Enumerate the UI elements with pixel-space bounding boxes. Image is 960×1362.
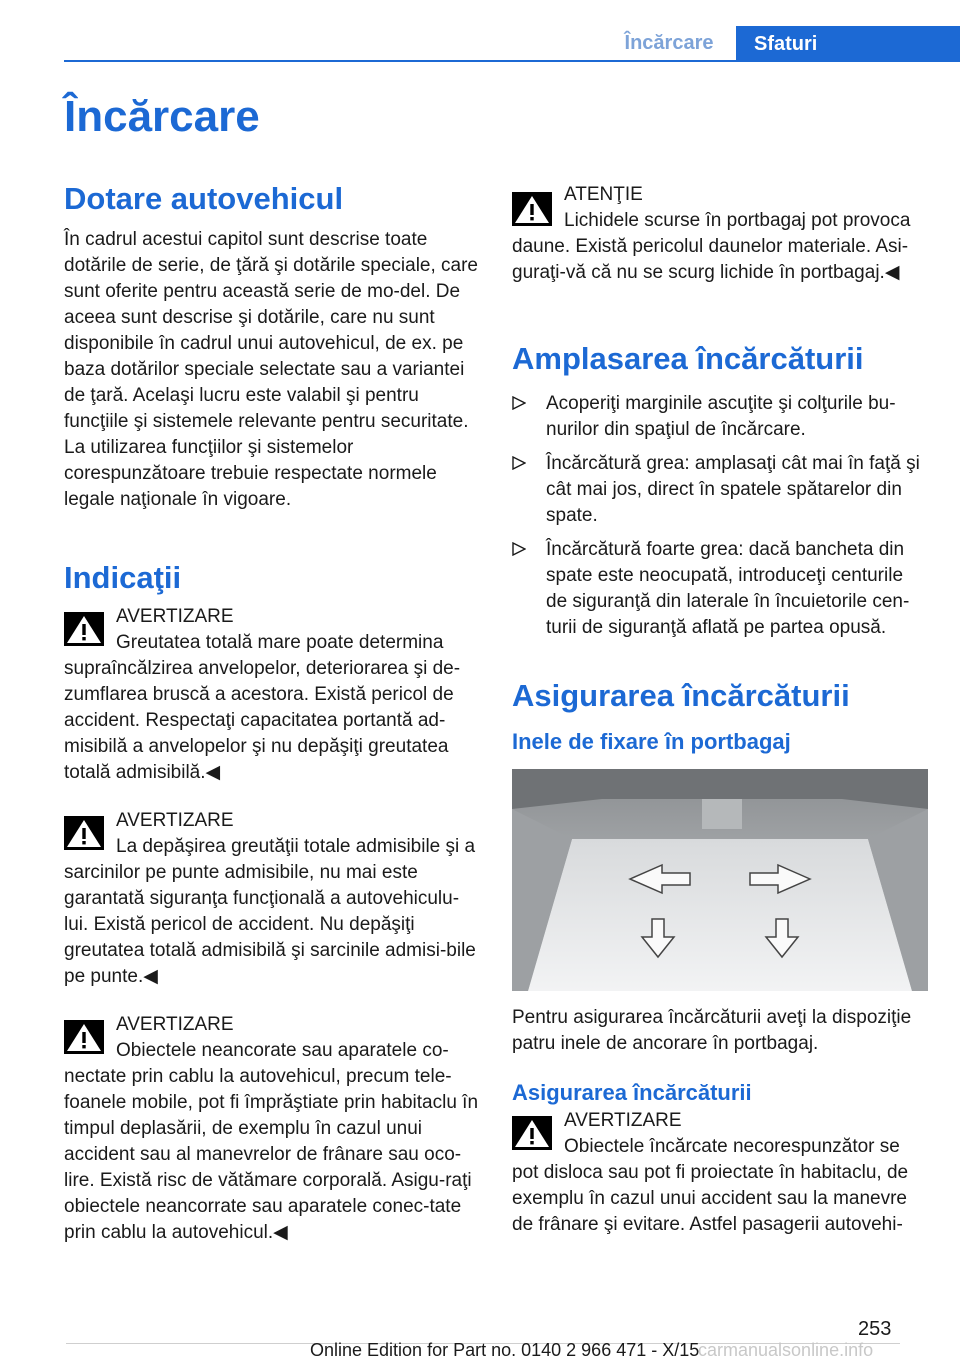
left-column [64,180,478,1246]
warning-triangle-icon [512,1116,552,1150]
warning-block [512,1108,926,1238]
section-heading-amplasarea: Amplasarea încărcăturii [512,341,864,376]
triangle-bullet-icon [512,542,526,556]
warning-block [64,1012,478,1246]
subheading-inele: Inele de fixare în portbagaj [512,729,791,755]
warning-text: Obiectele neancorate sau aparatele co‐nectate prin cablu la autovehicul, precum tele‐foanele mobile, pot fi împrăştiate prin habitaclu în timpul deplasării, de exemplu în cazul unui accident sau al manevrelor de frânare sau oco‐lire. Există risc de vătămare corporală. Asigu‐raţi obiectele neancorrate sau aparatele conec‐tate prin cablu la autovehicul.◀ [64,1040,479,1244]
page-title: Încărcare [64,92,260,141]
warning-block [64,808,478,990]
header-tab-sfaturi[interactable]: Sfaturi [736,26,960,62]
section-heading-indicatii: Indicaţii [64,560,182,596]
trunk-photo [512,769,928,991]
right-column [512,182,926,1238]
warning-title: AVERTIZARE [116,810,234,832]
list-item [512,537,926,641]
footer-edition: Online Edition for Part no. 0140 2 966 471 - X/15 [310,1340,700,1360]
warning-triangle-icon [512,192,552,226]
list-item-text: Încărcătură grea: amplasaţi cât mai în faţă şi cât mai jos, direct în spatele spătarelor din spate. [546,453,920,527]
list-item [512,451,926,529]
caution-block [512,182,926,286]
caution-title: ATENŢIE [564,184,643,205]
warning-triangle-icon [64,612,104,646]
rings-caption: Pentru asigurarea încărcăturii aveţi la dispoziţie patru inele de ancorare în portbagaj. [512,1006,912,1054]
warning-block [64,604,478,786]
header-chapter: Încărcare [624,32,714,54]
warning-triangle-icon [64,816,104,850]
dotare-text: În cadrul acestui capitol sunt descrise toate dotările de serie, de ţără şi dotările speciale, care sunt oferite pentru această serie de mo‐del. De aceea sunt descrise şi dotările, care nu sunt disponibile în cadrul unui autovehicul, de ex. pe baza dotărilor speciale selectate sau a variantei de ţară. Acelaşi lucru este valabil şi pentru funcţiile şi sistemele relevante pentru securitate. La utilizarea funcţiilor şi sistemelor corespunzătoare trebuie respectate normele legale naţionale în vigoare. [64,229,479,511]
section-heading-asigurarea: Asigurarea încărcăturii [512,678,850,714]
footer-watermark: carmanualsonline.info [698,1340,874,1360]
warning-triangle-icon [64,1020,104,1054]
list-item-text: Încărcătură foarte grea: dacă bancheta din spate este neocupată, introduceţi centurile de siguranţă din laterale în încuietorile cen‐turii de siguranţă aflată pe partea opusă. [546,539,910,639]
warning-text: Obiectele încărcate necorespunzător se pot disloca sau pot fi proiectate în habitaclu, de exemplu în cazul unui accident sau la manevre de frânare şi evitare. Astfel pasagerii autovehi‐ [512,1135,909,1235]
placement-list [512,391,926,641]
caution-text: Lichidele scurse în portbagaj pot provoca daune. Există pericolul daunelor materiale. Asi‐guraţi-vă că nu se scurg lichide în portbagaj.◀ [512,210,911,283]
triangle-bullet-icon [512,456,526,470]
warning-text: Greutatea totală mare poate determina supraîncălzirea anvelopelor, deteriorarea şi de‐zumflarea bruscă a acestora. Există pericol de accident. Respectaţi capacitatea portantă ad‐misibilă a anvelopelor şi nu depăşiţi greutatea totală admisibilă.◀ [64,632,461,784]
warning-title: AVERTIZARE [116,606,234,628]
warning-text: La depăşirea greutăţii totale admisibile şi a sarcinilor pe punte admisibile, nu mai este garantată siguranţa funcţională a autovehiculu‐lui. Există pericol de accident. Nu depăşiţi greutatea totală admisibilă şi sarcinile admisi‐bile pe punte.◀ [64,836,476,988]
subheading-asigurarea: Asigurarea încărcăturii [512,1079,752,1105]
list-item-text: Acoperiţi marginile ascuţite şi colţurile bu‐nurilor din spaţiul de încărcare. [546,393,896,441]
section-heading-dotare: Dotare autovehicul [64,181,344,216]
triangle-bullet-icon [512,396,526,410]
page-number: 253 [858,1318,892,1340]
warning-title: AVERTIZARE [564,1109,682,1131]
list-item [512,391,926,443]
warning-title: AVERTIZARE [116,1014,234,1036]
